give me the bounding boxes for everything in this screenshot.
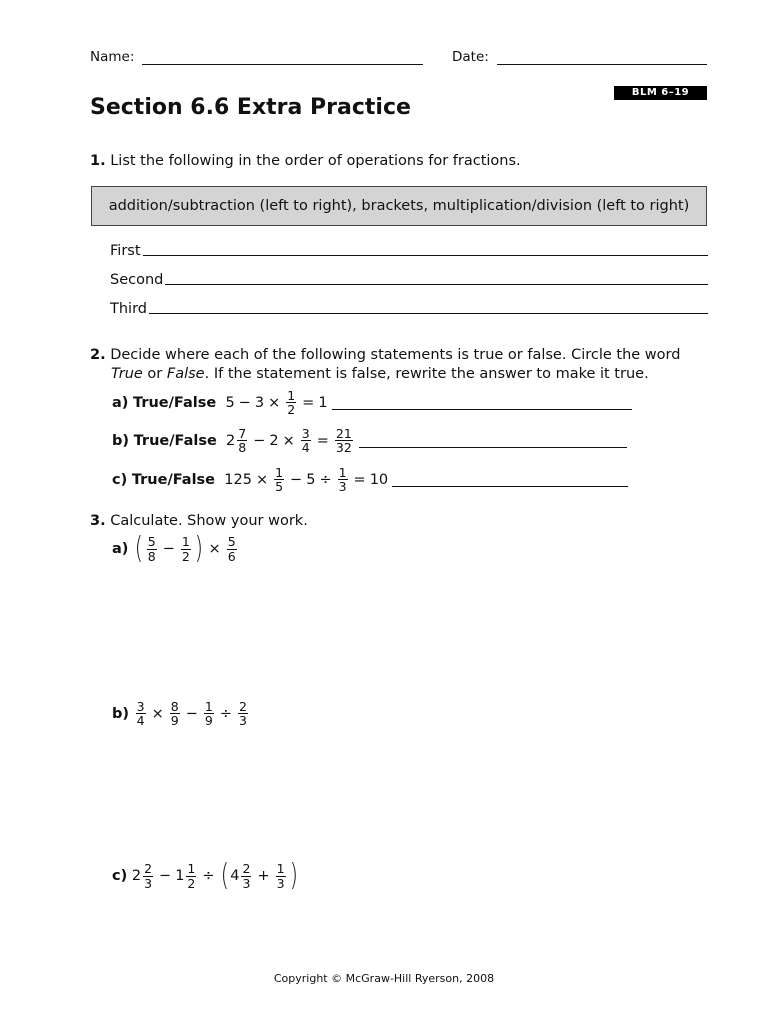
q2-word-false: False xyxy=(166,366,205,382)
fraction xyxy=(143,862,153,889)
whole-number: 2 xyxy=(226,432,236,449)
operator: − xyxy=(159,868,172,884)
numerator: 2 xyxy=(144,861,153,877)
denominator: 2 xyxy=(181,548,190,564)
term: 2 xyxy=(269,432,279,449)
q2a-answer-line[interactable] xyxy=(332,395,632,410)
numerator: 1 xyxy=(287,388,296,403)
fraction xyxy=(276,862,286,889)
right-bracket: ) xyxy=(289,858,298,893)
right-bracket: ) xyxy=(194,531,203,566)
operator: × xyxy=(268,394,281,411)
fraction xyxy=(301,427,311,454)
fraction xyxy=(286,389,296,416)
result: 10 xyxy=(369,471,389,488)
q1-prompt xyxy=(90,153,521,169)
q1-row-label: Third xyxy=(110,301,147,317)
operator: − xyxy=(290,471,303,488)
q1-row-first[interactable] xyxy=(110,243,708,259)
numerator: 21 xyxy=(335,426,352,441)
q2c-true-false[interactable]: True/False xyxy=(131,471,216,488)
denominator: 3 xyxy=(238,713,247,729)
equals: = xyxy=(353,471,366,488)
q3c-item xyxy=(112,858,299,893)
operator: × xyxy=(255,471,269,488)
operator: − xyxy=(162,541,175,557)
fraction xyxy=(136,700,146,727)
fraction xyxy=(170,700,180,727)
name-field[interactable] xyxy=(142,64,423,65)
q2c-item xyxy=(112,466,628,493)
operator: − xyxy=(185,705,198,722)
q3-text: Calculate. Show your work. xyxy=(110,513,308,529)
operator: − xyxy=(238,394,251,411)
q1-number: 1. xyxy=(90,153,106,169)
q3a-item xyxy=(112,531,239,566)
numerator: 2 xyxy=(238,699,247,714)
numerator: 8 xyxy=(170,699,179,714)
q3b-label: b) xyxy=(112,705,130,722)
q2-text-1: Decide where each of the following statements is true or false. Circle the word xyxy=(110,347,681,363)
q2-prompt-line2 xyxy=(111,366,649,382)
date-label: Date: xyxy=(452,49,489,65)
q1-row-label: First xyxy=(110,243,141,259)
fraction xyxy=(227,535,237,562)
answer-line[interactable] xyxy=(165,284,708,285)
copyright-footer: Copyright © McGraw-Hill Ryerson, 2008 xyxy=(273,972,495,985)
date-field[interactable] xyxy=(497,64,707,65)
q2b-label: b) xyxy=(112,432,130,449)
equals: = xyxy=(316,432,329,449)
answer-line[interactable] xyxy=(143,255,708,256)
whole-number: 1 xyxy=(175,868,185,884)
numerator: 1 xyxy=(181,534,190,550)
fraction xyxy=(335,427,353,454)
q1-row-second[interactable] xyxy=(110,272,708,288)
operator: ÷ xyxy=(202,868,215,884)
fraction xyxy=(338,466,348,493)
fraction xyxy=(186,862,196,889)
denominator: 4 xyxy=(136,713,145,729)
operator: ÷ xyxy=(319,471,332,488)
q2-word-true: True xyxy=(111,366,143,382)
q3-prompt xyxy=(90,513,308,529)
denominator: 3 xyxy=(276,875,285,891)
q3c-label: c) xyxy=(112,868,128,884)
denominator: 4 xyxy=(301,440,310,456)
result: 1 xyxy=(318,394,328,411)
q2a-item xyxy=(112,389,632,416)
numerator: 1 xyxy=(204,699,213,714)
q1-options-text: addition/subtraction (left to right), brackets, multiplication/division (left to right) xyxy=(108,198,690,214)
fraction xyxy=(238,700,248,727)
q2-text-2: . If the statement is false, rewrite the answer to make it true. xyxy=(204,366,649,382)
term: 3 xyxy=(254,394,265,411)
denominator: 3 xyxy=(242,875,251,891)
numerator: 7 xyxy=(238,426,247,441)
numerator: 5 xyxy=(227,534,236,550)
q2-word-or: or xyxy=(147,366,163,382)
whole-number: 2 xyxy=(131,868,142,884)
fraction xyxy=(274,466,284,493)
operator: ÷ xyxy=(219,705,232,722)
denominator: 3 xyxy=(338,479,347,495)
operator: − xyxy=(253,432,266,449)
blm-badge: BLM 6–19 xyxy=(614,86,707,100)
q2a-true-false[interactable]: True/False xyxy=(133,394,217,411)
q3b-item xyxy=(112,700,250,727)
term: 5 xyxy=(306,471,316,488)
left-bracket: ( xyxy=(220,858,229,893)
page-title: Section 6.6 Extra Practice xyxy=(90,95,411,120)
q2b-item xyxy=(112,427,627,454)
q2b-true-false[interactable]: True/False xyxy=(133,432,217,449)
operator: × xyxy=(208,541,221,557)
numerator: 3 xyxy=(136,699,145,714)
denominator: 2 xyxy=(287,402,296,418)
left-bracket: ( xyxy=(134,531,143,566)
q2c-label: c) xyxy=(112,471,128,488)
denominator: 8 xyxy=(238,440,247,456)
numerator: 2 xyxy=(242,861,251,877)
term: 125 xyxy=(224,471,252,488)
q1-row-third[interactable] xyxy=(110,301,708,317)
name-label: Name: xyxy=(90,49,135,65)
answer-line[interactable] xyxy=(149,313,708,314)
q2c-answer-line[interactable] xyxy=(392,472,628,487)
q2a-label: a) xyxy=(112,394,129,411)
numerator: 3 xyxy=(301,426,310,441)
numerator: 1 xyxy=(338,465,347,480)
q3-number: 3. xyxy=(90,513,106,529)
q1-text: List the following in the order of operations for fractions. xyxy=(110,153,521,169)
operator: × xyxy=(151,705,164,722)
q1-row-label: Second xyxy=(110,272,164,288)
fraction xyxy=(237,427,247,454)
q2-prompt-line1 xyxy=(90,347,680,363)
fraction xyxy=(204,700,214,727)
denominator: 6 xyxy=(227,548,236,564)
operator: + xyxy=(257,868,270,884)
operator: × xyxy=(282,432,295,449)
numerator: 1 xyxy=(275,465,284,480)
denominator: 32 xyxy=(335,440,352,456)
term: 5 xyxy=(225,394,235,411)
q3a-label: a) xyxy=(112,541,129,557)
q2-number: 2. xyxy=(90,347,106,363)
whole-number: 4 xyxy=(230,868,240,884)
numerator: 5 xyxy=(147,534,156,550)
numerator: 1 xyxy=(187,861,196,877)
denominator: 2 xyxy=(187,875,196,891)
numerator: 1 xyxy=(276,861,285,877)
q2b-answer-line[interactable] xyxy=(359,433,627,448)
denominator: 5 xyxy=(275,479,284,495)
fraction xyxy=(241,862,251,889)
denominator: 9 xyxy=(170,713,179,729)
denominator: 8 xyxy=(147,548,156,564)
fraction xyxy=(181,535,191,562)
q1-options-box xyxy=(91,186,707,226)
fraction xyxy=(147,535,157,562)
equals: = xyxy=(302,394,315,411)
denominator: 9 xyxy=(204,713,213,729)
denominator: 3 xyxy=(144,875,153,891)
